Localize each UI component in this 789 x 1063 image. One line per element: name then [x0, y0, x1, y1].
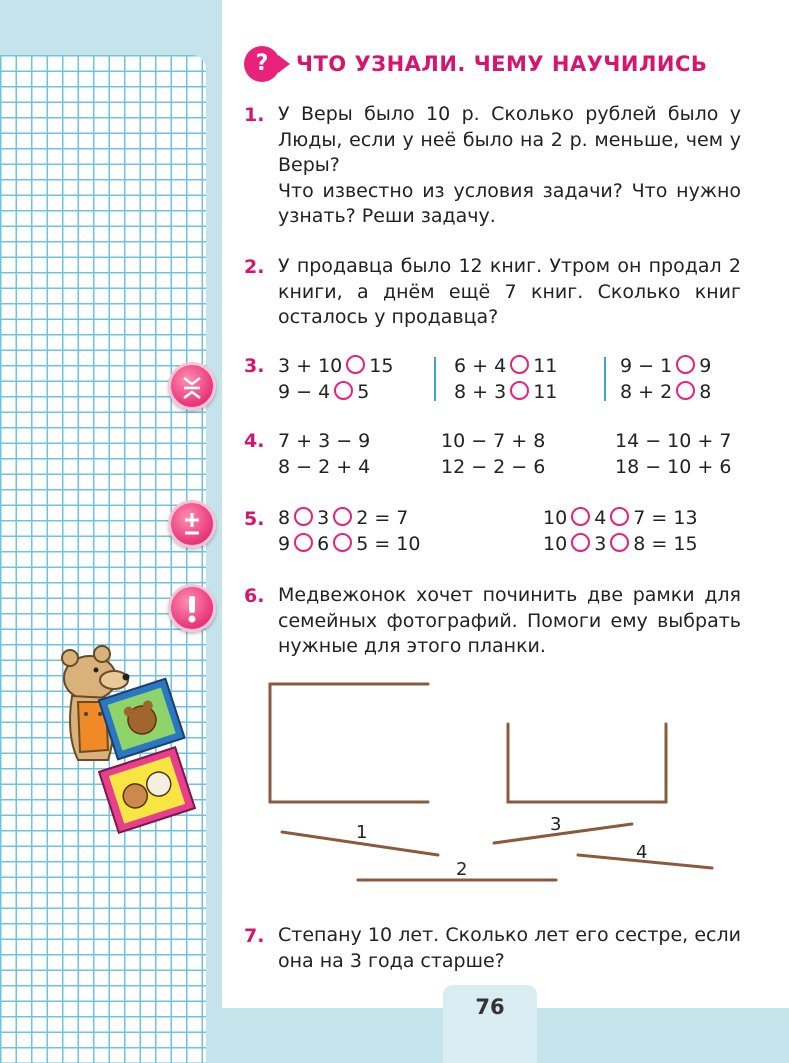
sign-circle[interactable] [294, 507, 313, 526]
compare-circle[interactable] [346, 355, 365, 374]
task-1-question: У Веры было 10 р. Сколько рублей было у Люды, если у неё было на 2 р. меньше, чем у Веры? [278, 103, 741, 176]
task-2-number: 2. [244, 256, 265, 278]
sign-circle[interactable] [333, 533, 352, 552]
sign-circle[interactable] [571, 507, 590, 526]
compare-circle[interactable] [676, 381, 695, 400]
compare-icon [168, 362, 216, 410]
expression: 10 − 7 + 8 [441, 430, 546, 452]
task-1-number: 1. [244, 104, 265, 126]
task-2-text [278, 254, 741, 331]
expression: 7 + 3 − 9 [278, 430, 371, 452]
exclamation-icon [168, 584, 216, 632]
task-6-text [278, 583, 741, 660]
compare-expression: 8 + 2 8 [620, 381, 712, 403]
plank-label-1: 1 [356, 822, 368, 843]
task-1-instruction: Что известно из условия задачи? Что нужно узнать? Реши задачу. [278, 179, 741, 227]
frame-1 [270, 684, 428, 802]
plank-label-4: 4 [636, 842, 648, 863]
task-2-question: У продавца было 12 книг. Утром он продал 2 книги, а днём ещё 7 книг. Сколько книг осталось у продавца? [278, 255, 741, 328]
sign-expression: 10 3 8 = 15 [543, 533, 698, 555]
plank-label-3: 3 [550, 814, 562, 835]
compare-circle[interactable] [676, 355, 695, 374]
compare-expression: 8 + 3 11 [454, 381, 558, 403]
compare-expression: 9 − 4 5 [278, 381, 370, 403]
expression: 12 − 2 − 6 [441, 456, 546, 478]
column-divider [604, 357, 606, 401]
sign-circle[interactable] [333, 507, 352, 526]
compare-circle[interactable] [334, 381, 353, 400]
task-7-number: 7. [244, 925, 265, 947]
expression: 18 − 10 + 6 [615, 456, 732, 478]
expression: 8 − 2 + 4 [278, 456, 371, 478]
sign-expression: 9 6 5 = 10 [278, 533, 421, 555]
task-1-text [278, 102, 741, 230]
sign-circle[interactable] [294, 533, 313, 552]
task-5-number: 5. [244, 508, 265, 530]
compare-circle[interactable] [510, 355, 529, 374]
plus-minus-icon [168, 500, 216, 548]
compare-circle[interactable] [510, 381, 529, 400]
task-6-question: Медвежонок хочет починить две рамки для семейных фотографий. Помоги ему выбрать нужные для этого планки. [278, 584, 741, 657]
grid-paper-margin [0, 55, 206, 1063]
page-number: 76 [475, 995, 505, 1019]
task-6-number: 6. [244, 585, 265, 607]
expression: 14 − 10 + 7 [615, 430, 732, 452]
task-7-question: Степану 10 лет. Сколько лет его сестре, если она на 3 года старше? [278, 924, 741, 972]
sign-circle[interactable] [610, 507, 629, 526]
compare-expression: 3 + 10 15 [278, 355, 394, 377]
frame-2 [508, 724, 666, 802]
frames-and-planks-diagram [260, 670, 730, 890]
question-badge-icon: ? [244, 46, 280, 82]
compare-expression: 6 + 4 11 [454, 355, 558, 377]
sign-expression: 10 4 7 = 13 [543, 507, 698, 529]
task-3-number: 3. [244, 355, 265, 377]
section-header [244, 44, 764, 84]
task-4-number: 4. [244, 430, 265, 452]
compare-expression: 9 − 1 9 [620, 355, 712, 377]
task-7-text [278, 923, 741, 974]
plank-label-2: 2 [456, 859, 468, 880]
plank-3 [494, 824, 632, 843]
section-title: ЧТО УЗНАЛИ. ЧЕМУ НАУЧИЛИСЬ [296, 52, 708, 76]
sign-expression: 8 3 2 = 7 [278, 507, 409, 529]
bear-with-frames-illustration [52, 640, 202, 840]
sign-circle[interactable] [571, 533, 590, 552]
sign-circle[interactable] [610, 533, 629, 552]
column-divider [434, 357, 436, 401]
